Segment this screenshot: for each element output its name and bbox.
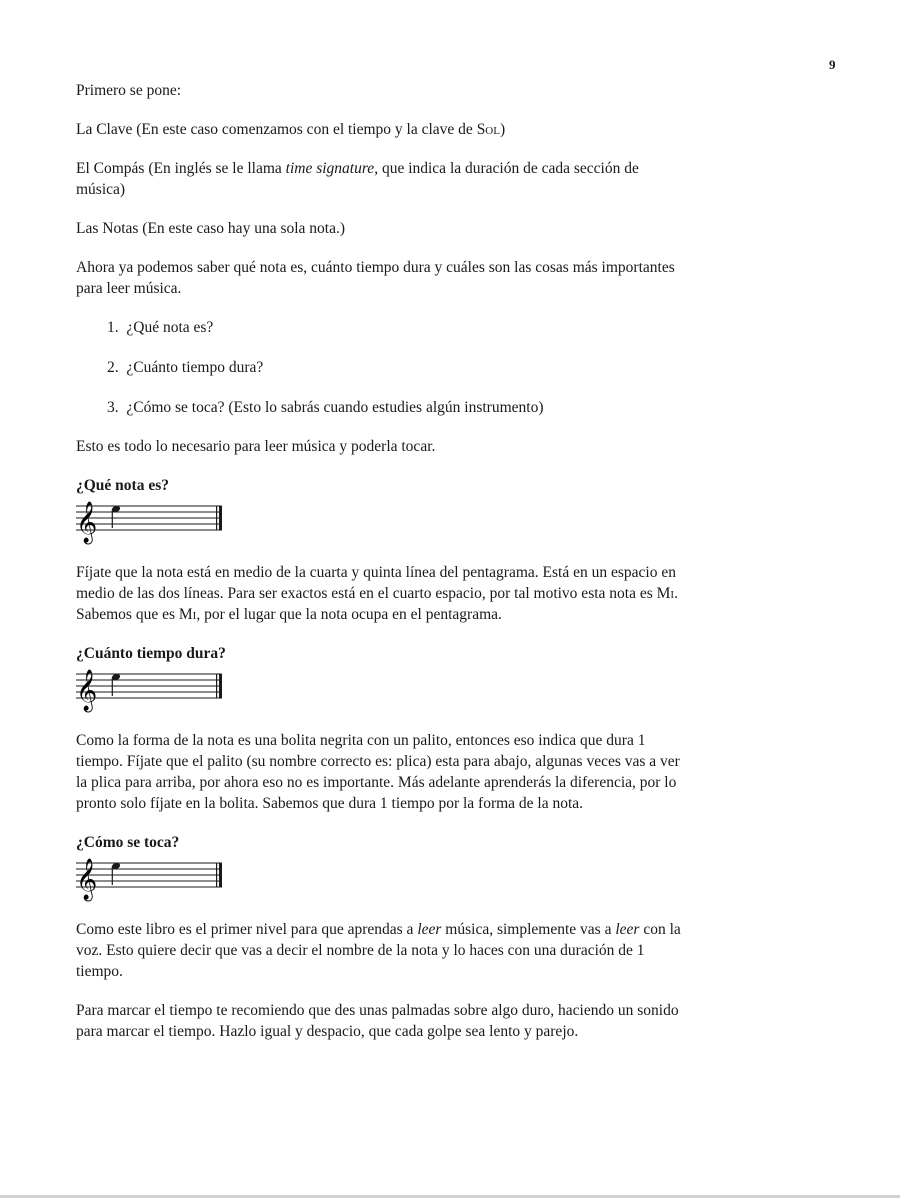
thin-barline <box>216 506 217 530</box>
emphasis-leer: leer <box>615 921 640 938</box>
text-run: La Clave (En este caso comenzamos con el tiempo y la clave de <box>76 121 477 138</box>
note-name-mi: Mi <box>656 585 675 602</box>
quarter-note-icon <box>111 505 121 528</box>
treble-clef-icon: 𝄞 <box>76 670 98 711</box>
thin-barline <box>216 863 217 887</box>
final-barline <box>219 863 222 887</box>
steps-list <box>76 317 686 418</box>
step-item-1: 1. ¿Qué nota es? <box>107 319 214 336</box>
section-heading-que-nota: ¿Qué nota es? <box>76 477 169 494</box>
music-staff-2 <box>76 668 226 716</box>
treble-clef-icon: 𝄞 <box>76 859 98 900</box>
intro-paragraph-notas: Las Notas (En este caso hay una sola nota.) <box>76 220 346 237</box>
text-run: . Sabemos que es <box>76 585 678 623</box>
quarter-note-icon <box>111 862 121 885</box>
thin-barline <box>216 674 217 698</box>
final-barline <box>219 674 222 698</box>
note-name-mi: Mi <box>178 606 197 623</box>
term-time-signature: time signature <box>285 160 375 177</box>
text-run: , que indica la duración de cada sección de música) <box>76 160 639 198</box>
quarter-note-icon <box>111 673 121 696</box>
emphasis-leer: leer <box>417 921 442 938</box>
treble-clef-icon: 𝄞 <box>76 502 98 543</box>
section3-paragraph-1 <box>76 919 686 982</box>
text-run: , por el lugar que la nota ocupa en el pentagrama. <box>196 606 502 623</box>
music-staff-1 <box>76 500 226 548</box>
text-run: música, simplemente vas a <box>441 921 616 938</box>
staff-lines <box>76 506 222 530</box>
text-run: El Compás (En inglés se le llama <box>76 160 286 177</box>
section1-body <box>76 562 686 625</box>
text-run: con la voz. Esto quiere decir que vas a decir el nombre de la nota y lo haces con una duración de 1 tiempo. <box>76 921 681 980</box>
closing-paragraph: Esto es todo lo necesario para leer música y poderla tocar. <box>76 438 436 455</box>
step-item-2: 2. ¿Cuánto tiempo dura? <box>107 359 264 376</box>
intro-paragraph-1: Primero se pone: <box>76 82 182 99</box>
text-run: ) <box>499 121 506 138</box>
section3-paragraph-2: Para marcar el tiempo te recomiendo que des unas palmadas sobre algo duro, haciendo un sonido para marcar el tiempo. Hazlo igual y despacio, que cada golpe sea lento y parejo. <box>76 1002 679 1040</box>
text-run: Como este libro es el primer nivel para que aprendas a <box>76 921 418 938</box>
music-staff-3 <box>76 857 226 905</box>
text-run: Fíjate que la nota está en medio de la cuarta y quinta línea del pentagrama. Está en un espacio en medio de las dos líneas. Para ser exactos está en el cuarto espacio, por tal motivo esta nota es <box>76 564 676 602</box>
step-item-3: 3. ¿Cómo se toca? (Esto lo sabrás cuando estudies algún instrumento) <box>107 399 544 416</box>
page-number: 9 <box>829 57 836 72</box>
note-name-sol: Sol <box>476 121 500 138</box>
intro-paragraph-compas <box>76 158 686 200</box>
section-heading-cuanto-tiempo: ¿Cuánto tiempo dura? <box>76 645 226 662</box>
staff-lines <box>76 674 222 698</box>
page-content <box>76 80 686 1060</box>
staff-lines <box>76 863 222 887</box>
intro-paragraph-clave <box>76 119 686 140</box>
intro-paragraph-ahora: Ahora ya podemos saber qué nota es, cuánto tiempo dura y cuáles son las cosas más importantes para leer música. <box>76 259 675 297</box>
section-heading-como-se-toca: ¿Cómo se toca? <box>76 834 180 851</box>
section2-body: Como la forma de la nota es una bolita negrita con un palito, entonces eso indica que dura 1 tiempo. Fíjate que el palito (su nombre correcto es: plica) esta para abajo, algunas veces vas a ver la plica para arriba, por ahora eso no es importante. Más adelante aprenderás la diferencia, por lo pronto solo fíjate en la bolita. Sabemos que dura 1 tiempo por la forma de la nota. <box>76 732 680 812</box>
final-barline <box>219 506 222 530</box>
